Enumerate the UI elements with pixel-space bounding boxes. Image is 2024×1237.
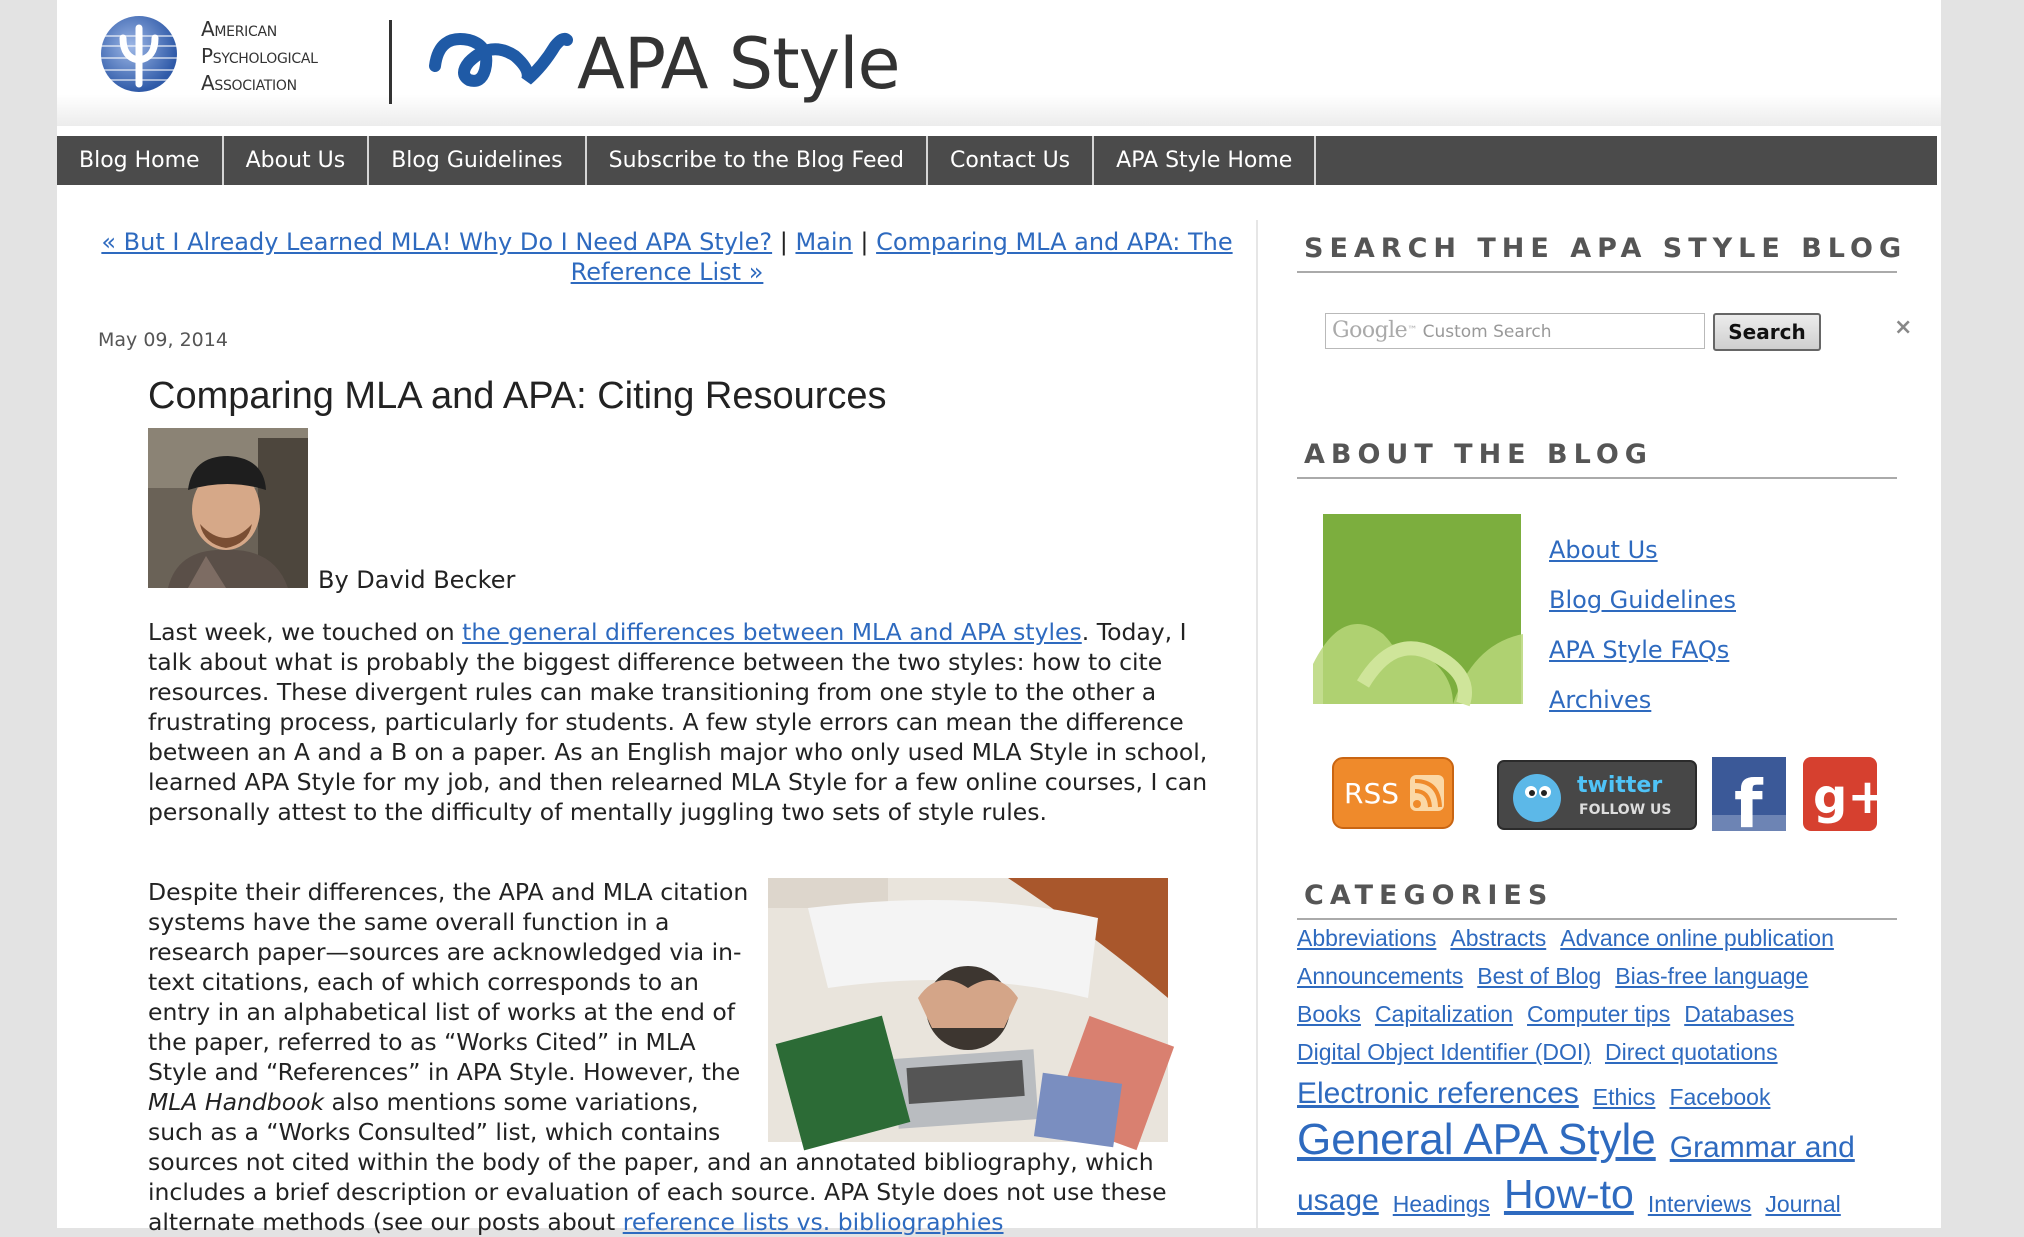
- org-line-1: American: [201, 17, 277, 41]
- org-line-3: Association: [201, 71, 297, 95]
- search-heading: SEARCH THE APA STYLE BLOG: [1297, 233, 1897, 273]
- category-link[interactable]: usage: [1297, 1184, 1379, 1217]
- category-link[interactable]: How-to: [1503, 1171, 1634, 1217]
- paragraph-text: . Today, I talk about what is probably the biggest difference between the two styles: how to cite resources. These divergent rules can make transitioning from one style to the other a frustrating process, particularly for students. A few style errors can mean the difference between an A and a B on a paper. As an English major who only used MLA Style in school, learned APA Style for my job, and then relearned MLA Style for a few online courses, I can personally attest to the difficulty of mentally juggling two sets of style rules.: [148, 618, 1208, 826]
- search-placeholder: Custom Search: [1422, 322, 1552, 342]
- category-link[interactable]: Interviews: [1647, 1191, 1752, 1217]
- category-link[interactable]: Facebook: [1669, 1084, 1771, 1110]
- apa-globe-logo-icon[interactable]: [99, 14, 179, 94]
- follow-us-label: FOLLOW US: [1579, 802, 1672, 818]
- archives-link[interactable]: Archives: [1549, 686, 1652, 714]
- reference-lists-link[interactable]: reference lists vs. bibliographies: [622, 1208, 1004, 1236]
- main-content: [57, 185, 1257, 1236]
- post-paragraph-1: [148, 617, 1228, 827]
- category-link[interactable]: Headings: [1392, 1191, 1490, 1217]
- category-link[interactable]: Abbreviations: [1297, 925, 1437, 951]
- google-plus-icon[interactable]: [1803, 757, 1888, 831]
- blog-guidelines-link[interactable]: Blog Guidelines: [1549, 586, 1736, 614]
- paragraph-text: Last week, we touched on: [148, 618, 463, 646]
- paragraph-text: Despite their differences, the APA and MLA citation systems have the same overall function in a research paper—sources are acknowledged via in-text citations, each of which corresponds to an entry in an alphabetical list of works at the end of the paper, referred to as “Works Cited” in MLA Style and “References” in APA Style. However, the: [148, 878, 749, 1086]
- about-heading: ABOUT THE BLOG: [1297, 439, 1897, 479]
- category-link[interactable]: Direct quotations: [1604, 1039, 1778, 1065]
- search-input[interactable]: Google™ Custom Search: [1325, 313, 1705, 349]
- category-link[interactable]: Bias-free language: [1615, 963, 1809, 989]
- byline: By David Becker: [318, 566, 516, 594]
- mla-handbook-title: MLA Handbook: [148, 1088, 325, 1116]
- category-link[interactable]: Capitalization: [1374, 1001, 1514, 1027]
- header-divider: [389, 20, 392, 104]
- facebook-label: f: [1734, 766, 1763, 843]
- about-links: [1549, 525, 1736, 725]
- search-button[interactable]: Search: [1713, 313, 1821, 351]
- clear-search-icon[interactable]: ×: [1894, 315, 1913, 340]
- category-row: [1297, 925, 1897, 963]
- about-us-link[interactable]: About Us: [1549, 536, 1658, 564]
- column-divider: [1256, 220, 1258, 1228]
- category-link[interactable]: Grammar and: [1669, 1131, 1855, 1164]
- categories-cloud: [1297, 925, 1897, 1221]
- category-link[interactable]: Books: [1297, 1001, 1361, 1027]
- apa-style-blog-logo: [1323, 514, 1521, 704]
- author-photo: [148, 428, 308, 588]
- google-plus-label: g+: [1813, 769, 1888, 825]
- nav-blog-guidelines[interactable]: Blog Guidelines: [369, 136, 586, 185]
- category-row: [1297, 963, 1897, 1001]
- nav-blog-home[interactable]: Blog Home: [57, 136, 224, 185]
- category-link[interactable]: Databases: [1684, 1001, 1795, 1027]
- post-nav-separator: |: [852, 228, 877, 256]
- categories-heading: CATEGORIES: [1297, 880, 1897, 920]
- category-link[interactable]: Electronic references: [1297, 1077, 1579, 1110]
- rss-icon[interactable]: [1332, 757, 1454, 829]
- post-nav-separator: |: [772, 228, 796, 256]
- org-line-2: Psychological: [201, 44, 318, 68]
- category-link[interactable]: Abstracts: [1450, 925, 1547, 951]
- rss-label: RSS: [1344, 777, 1400, 810]
- category-link[interactable]: Advance online publication: [1560, 925, 1834, 951]
- nav-about-us[interactable]: About Us: [224, 136, 370, 185]
- category-link[interactable]: Ethics: [1592, 1084, 1656, 1110]
- category-link[interactable]: Computer tips: [1527, 1001, 1671, 1027]
- general-differences-link[interactable]: the general differences between MLA and APA styles: [462, 618, 1082, 646]
- category-row: [1297, 1115, 1897, 1171]
- category-link[interactable]: Announcements: [1297, 963, 1464, 989]
- post-title: Comparing MLA and APA: Citing Resources: [148, 375, 887, 417]
- paragraph-text: sources not cited within the body of the paper, and an annotated bibliography, which includes a brief description or evaluation of each source. APA Style does not use these alternate methods (see our posts about: [148, 1148, 1167, 1236]
- facebook-icon[interactable]: [1712, 757, 1786, 843]
- category-row: [1297, 1039, 1897, 1077]
- post-paragraph-2: [148, 877, 1228, 1237]
- twitter-label: twitter: [1577, 773, 1663, 798]
- category-link[interactable]: Best of Blog: [1477, 963, 1602, 989]
- apa-organization-name[interactable]: [201, 16, 318, 97]
- main-link[interactable]: Main: [795, 228, 853, 256]
- nav-subscribe-feed[interactable]: Subscribe to the Blog Feed: [587, 136, 928, 185]
- apa-style-wave-icon[interactable]: [429, 26, 569, 96]
- google-logo-icon: Google: [1332, 318, 1408, 343]
- category-link[interactable]: Journal: [1765, 1191, 1841, 1217]
- paragraph-wrapped-text: [148, 877, 758, 1147]
- category-link[interactable]: General APA Style: [1297, 1115, 1656, 1164]
- page: [57, 0, 1941, 1236]
- next-post-link[interactable]: Comparing MLA and APA: The Reference List »: [570, 228, 1233, 286]
- previous-post-link[interactable]: « But I Already Learned MLA! Why Do I Need APA Style?: [101, 228, 773, 256]
- nav-contact-us[interactable]: Contact Us: [928, 136, 1094, 185]
- main-nav: [57, 136, 1937, 185]
- nav-apa-style-home[interactable]: APA Style Home: [1094, 136, 1316, 185]
- site-header: [57, 0, 1941, 126]
- post-navigation: [87, 227, 1247, 287]
- category-row: [1297, 1077, 1897, 1115]
- paragraph-text: also mentions some variations, such as a “Works Consulted” list, which contains: [148, 1088, 721, 1146]
- paragraph-full-text: [148, 1147, 1228, 1237]
- twitter-follow-icon[interactable]: [1497, 760, 1697, 830]
- post-date: May 09, 2014: [98, 329, 228, 351]
- category-row: [1297, 1171, 1897, 1221]
- apa-style-faqs-link[interactable]: APA Style FAQs: [1549, 636, 1730, 664]
- category-link[interactable]: Digital Object Identifier (DOI): [1297, 1039, 1591, 1065]
- category-row: [1297, 1001, 1897, 1039]
- brand-title[interactable]: APA Style: [577, 23, 900, 105]
- sidebar: [1297, 185, 1917, 1228]
